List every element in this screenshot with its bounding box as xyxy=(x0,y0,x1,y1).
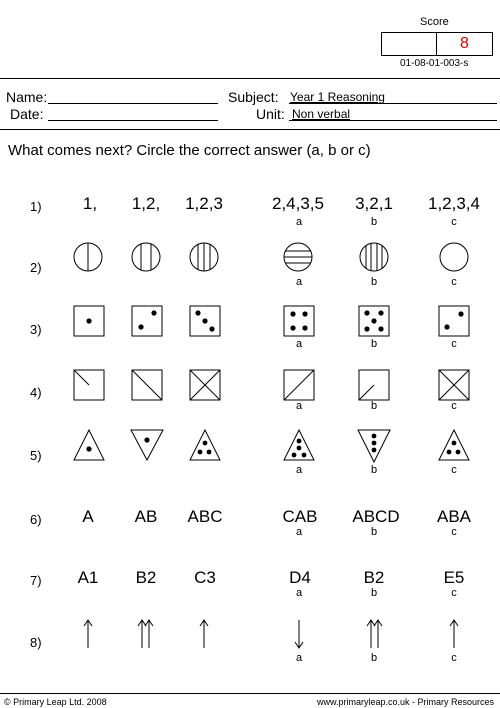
option-letter: b xyxy=(370,216,378,228)
down-arrow-icon[interactable] xyxy=(295,620,303,648)
answer-option-a[interactable]: 2,4,3,5 xyxy=(272,194,324,213)
double-up-arrow-icon[interactable] xyxy=(367,620,382,648)
sequence-item: C3 xyxy=(194,568,216,587)
instructions: What comes next? Circle the correct answer (a, b or c) xyxy=(8,142,371,159)
option-letter: a xyxy=(295,216,303,228)
triangle-up-3-dots-icon xyxy=(190,430,220,460)
score-label: Score xyxy=(420,16,449,28)
up-arrow-icon xyxy=(84,620,92,648)
subject-value: Year 1 Reasoning xyxy=(290,90,385,104)
triangle-up-4-dots-icon[interactable] xyxy=(284,430,314,460)
triangle-down-1-dot-icon xyxy=(131,430,163,460)
option-letter: a xyxy=(295,400,303,412)
answer-option-a[interactable]: CAB xyxy=(282,507,318,526)
sequence-item: 1, xyxy=(82,194,98,213)
option-letter: c xyxy=(451,652,457,664)
circle-4-vertical-lines-icon[interactable] xyxy=(360,240,388,274)
question-number: 1) xyxy=(30,199,42,214)
option-letter: b xyxy=(370,652,378,664)
triangle-up-1-dot-icon xyxy=(74,430,104,460)
double-up-arrow-icon xyxy=(138,620,153,648)
up-arrow-icon[interactable] xyxy=(450,620,458,648)
footer-rule xyxy=(0,693,500,694)
question-number: 8) xyxy=(30,635,42,650)
question-number: 7) xyxy=(30,573,42,588)
subject-label: Subject: xyxy=(228,89,279,105)
sequence-item: 1,2,3 xyxy=(185,194,223,213)
option-letter: a xyxy=(295,464,303,476)
die-face-5-icon[interactable] xyxy=(359,306,389,336)
circle-2-vertical-lines-icon xyxy=(132,240,160,274)
sequence-item: A1 xyxy=(77,568,99,587)
question-number: 2) xyxy=(30,260,42,275)
option-letter: a xyxy=(295,338,303,350)
option-letter: c xyxy=(451,216,457,228)
option-letter: c xyxy=(451,276,457,288)
answer-option-b[interactable]: ABCD xyxy=(352,507,400,526)
option-letter: c xyxy=(451,587,457,599)
square-cross-icon[interactable] xyxy=(439,370,469,400)
name-label: Name: xyxy=(6,89,48,105)
answer-option-b[interactable]: 3,2,1 xyxy=(355,194,393,213)
option-letter: c xyxy=(451,400,457,412)
sequence-item: 1,2, xyxy=(131,194,161,213)
date-label: Date: xyxy=(10,106,44,122)
answer-option-c[interactable]: ABA xyxy=(436,507,472,526)
option-letter: a xyxy=(295,276,303,288)
empty-circle-icon[interactable] xyxy=(440,243,468,271)
die-face-2-icon xyxy=(132,306,162,336)
option-letter: a xyxy=(295,652,303,664)
sequence-item: B2 xyxy=(135,568,157,587)
sequence-item: ABC xyxy=(187,507,223,526)
circle-3-vertical-lines-icon xyxy=(190,240,218,274)
option-letter: c xyxy=(451,526,457,538)
option-letter: a xyxy=(295,587,303,599)
die-face-2-icon[interactable] xyxy=(439,306,469,336)
square-full-diagonal-icon[interactable] xyxy=(284,370,314,400)
answer-option-c[interactable]: 1,2,3,4 xyxy=(428,194,480,213)
question-number: 5) xyxy=(30,448,42,463)
answer-option-b[interactable]: B2 xyxy=(363,568,385,587)
unit-value: Non verbal xyxy=(292,107,351,121)
option-letter: b xyxy=(370,526,378,538)
square-short-diagonal-icon xyxy=(74,370,104,400)
up-arrow-icon xyxy=(200,620,208,648)
square-full-diagonal-icon xyxy=(132,370,162,400)
question-number: 4) xyxy=(30,385,42,400)
triangle-up-3-dots-icon[interactable] xyxy=(439,430,469,460)
sequence-item: A xyxy=(82,507,94,526)
triangle-down-3-dots-icon[interactable] xyxy=(358,430,390,462)
square-short-diagonal-icon[interactable] xyxy=(359,370,389,400)
square-cross-icon xyxy=(190,370,220,400)
option-letter: b xyxy=(370,276,378,288)
die-face-3-icon xyxy=(190,306,220,336)
option-letter: b xyxy=(370,464,378,476)
worksheet-code: 01-08-01-003-s xyxy=(400,58,469,69)
option-letter: b xyxy=(370,400,378,412)
option-letter: c xyxy=(451,338,457,350)
option-letter: b xyxy=(370,338,378,350)
question-number: 6) xyxy=(30,512,42,527)
answer-option-c[interactable]: E5 xyxy=(443,568,465,587)
score-value: 8 xyxy=(460,35,469,52)
option-letter: a xyxy=(295,526,303,538)
die-face-1-icon xyxy=(74,306,104,336)
option-letter: b xyxy=(370,587,378,599)
die-face-4-icon[interactable] xyxy=(284,306,314,336)
answer-option-a[interactable]: D4 xyxy=(289,568,311,587)
footer-website: www.primaryleap.co.uk - Primary Resources xyxy=(316,697,494,707)
footer-copyright: © Primary Leap Ltd. 2008 xyxy=(4,697,107,707)
option-letter: c xyxy=(451,464,457,476)
circle-3-horizontal-lines-icon[interactable] xyxy=(280,243,316,271)
question-number: 3) xyxy=(30,322,42,337)
circle-1-vertical-line-icon xyxy=(74,240,102,274)
sequence-item: AB xyxy=(134,507,158,526)
unit-label: Unit: xyxy=(256,106,285,122)
